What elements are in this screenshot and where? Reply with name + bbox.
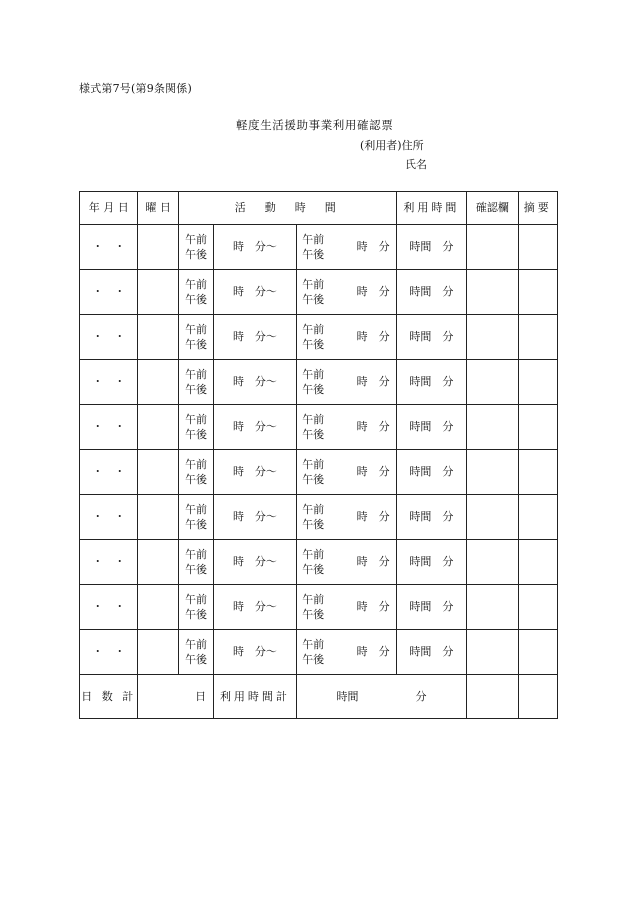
pm-label: 午後 xyxy=(302,428,325,441)
table-row xyxy=(80,405,558,450)
remarks-cell[interactable] xyxy=(518,270,557,315)
end-ampm-cell[interactable] xyxy=(296,450,329,495)
start-ampm-cell[interactable] xyxy=(178,540,213,585)
pm-label: 午後 xyxy=(184,248,207,261)
date-dots: ・ ・ xyxy=(92,375,126,388)
usage-time-cell[interactable] xyxy=(396,360,467,405)
usage-time-units: 時間 分 xyxy=(409,240,454,253)
usage-time-units: 時間 分 xyxy=(409,645,454,658)
usage-time-units: 時間 分 xyxy=(409,465,454,478)
pm-label: 午後 xyxy=(184,383,207,396)
start-time-cell[interactable] xyxy=(214,405,297,450)
confirmation-cell[interactable] xyxy=(467,450,518,495)
confirmation-cell[interactable] xyxy=(467,225,518,270)
start-time-cell[interactable] xyxy=(214,270,297,315)
usage-time-units: 時間 分 xyxy=(409,285,454,298)
remarks-cell[interactable] xyxy=(518,495,557,540)
table-row xyxy=(80,315,558,360)
weekday-cell[interactable] xyxy=(138,270,178,315)
end-time-cell[interactable] xyxy=(330,495,397,540)
end-time-cell[interactable] xyxy=(330,315,397,360)
confirmation-cell[interactable] xyxy=(467,495,518,540)
start-time-cell[interactable] xyxy=(214,450,297,495)
confirmation-cell[interactable] xyxy=(467,270,518,315)
end-time-cell[interactable] xyxy=(330,585,397,630)
end-time-cell[interactable] xyxy=(330,225,397,270)
usage-time-units: 時間 分 xyxy=(409,510,454,523)
start-time-cell[interactable] xyxy=(214,315,297,360)
col-header-activity-time: 活 動 時 間 xyxy=(178,192,396,225)
pm-label: 午後 xyxy=(184,518,207,531)
am-label: 午前 xyxy=(302,368,325,381)
confirmation-cell[interactable] xyxy=(467,540,518,585)
am-label: 午前 xyxy=(302,548,325,561)
days-total-label: 日 数 計 xyxy=(80,675,138,719)
usage-time-units: 時間 分 xyxy=(409,330,454,343)
end-ampm-cell[interactable] xyxy=(296,270,329,315)
date-dots: ・ ・ xyxy=(92,240,126,253)
date-dots: ・ ・ xyxy=(92,330,126,343)
table-row xyxy=(80,450,558,495)
col-header-remarks: 摘要 xyxy=(518,192,557,225)
usage-time-cell[interactable] xyxy=(396,495,467,540)
am-label: 午前 xyxy=(302,638,325,651)
end-time-units: 時 分 xyxy=(356,555,390,568)
start-ampm-cell[interactable] xyxy=(178,360,213,405)
start-ampm-cell[interactable] xyxy=(178,585,213,630)
days-total-cell[interactable] xyxy=(138,675,214,719)
remarks-cell[interactable] xyxy=(518,405,557,450)
end-time-cell[interactable] xyxy=(330,540,397,585)
start-time-units: 時 分〜 xyxy=(232,240,277,253)
end-ampm-cell[interactable] xyxy=(296,495,329,540)
form-number: 様式第7号(第9条関係) xyxy=(79,82,192,95)
end-time-units: 時 分 xyxy=(356,465,390,478)
end-time-units: 時 分 xyxy=(356,240,390,253)
weekday-cell[interactable] xyxy=(138,450,178,495)
confirmation-cell[interactable] xyxy=(467,360,518,405)
usage-time-cell[interactable] xyxy=(396,450,467,495)
pm-label: 午後 xyxy=(184,428,207,441)
start-ampm-cell[interactable] xyxy=(178,270,213,315)
pm-label: 午後 xyxy=(184,563,207,576)
date-dots: ・ ・ xyxy=(92,285,126,298)
pm-label: 午後 xyxy=(184,473,207,486)
date-cell[interactable] xyxy=(80,360,138,405)
usage-log-table xyxy=(79,191,558,719)
start-time-units: 時 分〜 xyxy=(232,555,277,568)
am-label: 午前 xyxy=(184,233,207,246)
end-time-units: 時 分 xyxy=(356,420,390,433)
col-header-usage-time: 利用時間 xyxy=(396,192,467,225)
pm-label: 午後 xyxy=(302,563,325,576)
pm-label: 午後 xyxy=(302,248,325,261)
hours-unit: 時間 xyxy=(336,689,359,703)
weekday-cell[interactable] xyxy=(138,405,178,450)
am-label: 午前 xyxy=(302,278,325,291)
confirmation-cell[interactable] xyxy=(467,315,518,360)
pm-label: 午後 xyxy=(184,653,207,666)
start-time-cell[interactable] xyxy=(214,360,297,405)
am-label: 午前 xyxy=(184,368,207,381)
weekday-cell[interactable] xyxy=(138,540,178,585)
table-row xyxy=(80,495,558,540)
end-ampm-cell[interactable] xyxy=(296,585,329,630)
am-label: 午前 xyxy=(184,548,207,561)
usage-time-units: 時間 分 xyxy=(409,555,454,568)
start-time-cell[interactable] xyxy=(214,630,297,675)
table-row xyxy=(80,360,558,405)
date-cell[interactable] xyxy=(80,405,138,450)
days-unit: 日 xyxy=(195,689,207,703)
pm-label: 午後 xyxy=(302,518,325,531)
date-cell[interactable] xyxy=(80,450,138,495)
table-row xyxy=(80,630,558,675)
am-label: 午前 xyxy=(184,638,207,651)
date-dots: ・ ・ xyxy=(92,465,126,478)
weekday-cell[interactable] xyxy=(138,225,178,270)
start-ampm-cell[interactable] xyxy=(178,495,213,540)
date-dots: ・ ・ xyxy=(92,510,126,523)
am-label: 午前 xyxy=(184,503,207,516)
end-time-units: 時 分 xyxy=(356,285,390,298)
header-row xyxy=(80,192,558,225)
start-ampm-cell[interactable] xyxy=(178,315,213,360)
usage-time-cell[interactable] xyxy=(396,630,467,675)
weekday-cell[interactable] xyxy=(138,315,178,360)
am-label: 午前 xyxy=(302,593,325,606)
total-remarks-cell[interactable] xyxy=(518,675,557,719)
start-ampm-cell[interactable] xyxy=(178,630,213,675)
start-ampm-cell[interactable] xyxy=(178,405,213,450)
usage-time-cell[interactable] xyxy=(396,405,467,450)
weekday-cell[interactable] xyxy=(138,495,178,540)
usage-time-units: 時間 分 xyxy=(409,600,454,613)
date-dots: ・ ・ xyxy=(92,420,126,433)
usage-time-cell[interactable] xyxy=(396,585,467,630)
start-time-cell[interactable] xyxy=(214,585,297,630)
pm-label: 午後 xyxy=(302,383,325,396)
table-row xyxy=(80,225,558,270)
end-time-units: 時 分 xyxy=(356,330,390,343)
start-time-cell[interactable] xyxy=(214,495,297,540)
am-label: 午前 xyxy=(302,233,325,246)
date-cell[interactable] xyxy=(80,270,138,315)
end-ampm-cell[interactable] xyxy=(296,360,329,405)
usage-time-units: 時間 分 xyxy=(409,420,454,433)
end-time-units: 時 分 xyxy=(356,645,390,658)
am-label: 午前 xyxy=(184,413,207,426)
usage-total-cell[interactable] xyxy=(296,675,466,719)
remarks-cell[interactable] xyxy=(518,630,557,675)
col-header-date: 年 月 日 xyxy=(80,192,138,225)
end-time-units: 時 分 xyxy=(356,600,390,613)
date-cell[interactable] xyxy=(80,585,138,630)
table-row xyxy=(80,270,558,315)
remarks-cell[interactable] xyxy=(518,225,557,270)
weekday-cell[interactable] xyxy=(138,630,178,675)
end-time-units: 時 分 xyxy=(356,510,390,523)
name-label: 氏名 xyxy=(405,158,427,171)
remarks-cell[interactable] xyxy=(518,540,557,585)
date-dots: ・ ・ xyxy=(92,555,126,568)
pm-label: 午後 xyxy=(302,338,325,351)
am-label: 午前 xyxy=(184,593,207,606)
am-label: 午前 xyxy=(302,503,325,516)
weekday-cell[interactable] xyxy=(138,585,178,630)
remarks-cell[interactable] xyxy=(518,360,557,405)
usage-time-cell[interactable] xyxy=(396,225,467,270)
confirmation-cell[interactable] xyxy=(467,585,518,630)
am-label: 午前 xyxy=(302,458,325,471)
totals-row xyxy=(80,675,558,719)
total-confirmation-cell[interactable] xyxy=(467,675,518,719)
end-ampm-cell[interactable] xyxy=(296,225,329,270)
pm-label: 午後 xyxy=(184,293,207,306)
document-title: 軽度生活援助事業利用確認票 xyxy=(236,118,394,132)
am-label: 午前 xyxy=(302,413,325,426)
pm-label: 午後 xyxy=(302,608,325,621)
end-time-units: 時 分 xyxy=(356,375,390,388)
address-label: (利用者)住所 xyxy=(360,139,424,152)
start-time-cell[interactable] xyxy=(214,225,297,270)
start-time-units: 時 分〜 xyxy=(232,465,277,478)
am-label: 午前 xyxy=(184,323,207,336)
start-time-units: 時 分〜 xyxy=(232,600,277,613)
start-time-cell[interactable] xyxy=(214,540,297,585)
remarks-cell[interactable] xyxy=(518,585,557,630)
start-time-units: 時 分〜 xyxy=(232,510,277,523)
start-time-units: 時 分〜 xyxy=(232,375,277,388)
end-time-cell[interactable] xyxy=(330,450,397,495)
usage-time-cell[interactable] xyxy=(396,315,467,360)
end-ampm-cell[interactable] xyxy=(296,540,329,585)
date-cell[interactable] xyxy=(80,495,138,540)
am-label: 午前 xyxy=(184,278,207,291)
usage-time-units: 時間 分 xyxy=(409,375,454,388)
start-time-units: 時 分〜 xyxy=(232,645,277,658)
end-time-cell[interactable] xyxy=(330,630,397,675)
end-time-cell[interactable] xyxy=(330,360,397,405)
pm-label: 午後 xyxy=(302,473,325,486)
remarks-cell[interactable] xyxy=(518,315,557,360)
pm-label: 午後 xyxy=(302,653,325,666)
end-ampm-cell[interactable] xyxy=(296,315,329,360)
end-time-cell[interactable] xyxy=(330,270,397,315)
start-time-units: 時 分〜 xyxy=(232,285,277,298)
date-cell[interactable] xyxy=(80,630,138,675)
table-row xyxy=(80,540,558,585)
end-time-cell[interactable] xyxy=(330,405,397,450)
start-ampm-cell[interactable] xyxy=(178,225,213,270)
usage-time-cell[interactable] xyxy=(396,270,467,315)
am-label: 午前 xyxy=(302,323,325,336)
date-dots: ・ ・ xyxy=(92,600,126,613)
pm-label: 午後 xyxy=(184,608,207,621)
remarks-cell[interactable] xyxy=(518,450,557,495)
usage-time-cell[interactable] xyxy=(396,540,467,585)
start-time-units: 時 分〜 xyxy=(232,420,277,433)
date-dots: ・ ・ xyxy=(92,645,126,658)
end-ampm-cell[interactable] xyxy=(296,405,329,450)
pm-label: 午後 xyxy=(302,293,325,306)
table-body xyxy=(80,225,558,675)
weekday-cell[interactable] xyxy=(138,360,178,405)
pm-label: 午後 xyxy=(184,338,207,351)
end-ampm-cell[interactable] xyxy=(296,630,329,675)
start-time-units: 時 分〜 xyxy=(232,330,277,343)
col-header-weekday: 曜 日 xyxy=(138,192,178,225)
date-cell[interactable] xyxy=(80,540,138,585)
confirmation-cell[interactable] xyxy=(467,630,518,675)
confirmation-cell[interactable] xyxy=(467,405,518,450)
usage-total-label: 利用時間計 xyxy=(214,675,297,719)
table-row xyxy=(80,585,558,630)
minutes-unit: 分 xyxy=(415,689,427,703)
date-cell[interactable] xyxy=(80,225,138,270)
date-cell[interactable] xyxy=(80,315,138,360)
am-label: 午前 xyxy=(184,458,207,471)
col-header-confirmation: 確認欄 xyxy=(467,192,518,225)
start-ampm-cell[interactable] xyxy=(178,450,213,495)
